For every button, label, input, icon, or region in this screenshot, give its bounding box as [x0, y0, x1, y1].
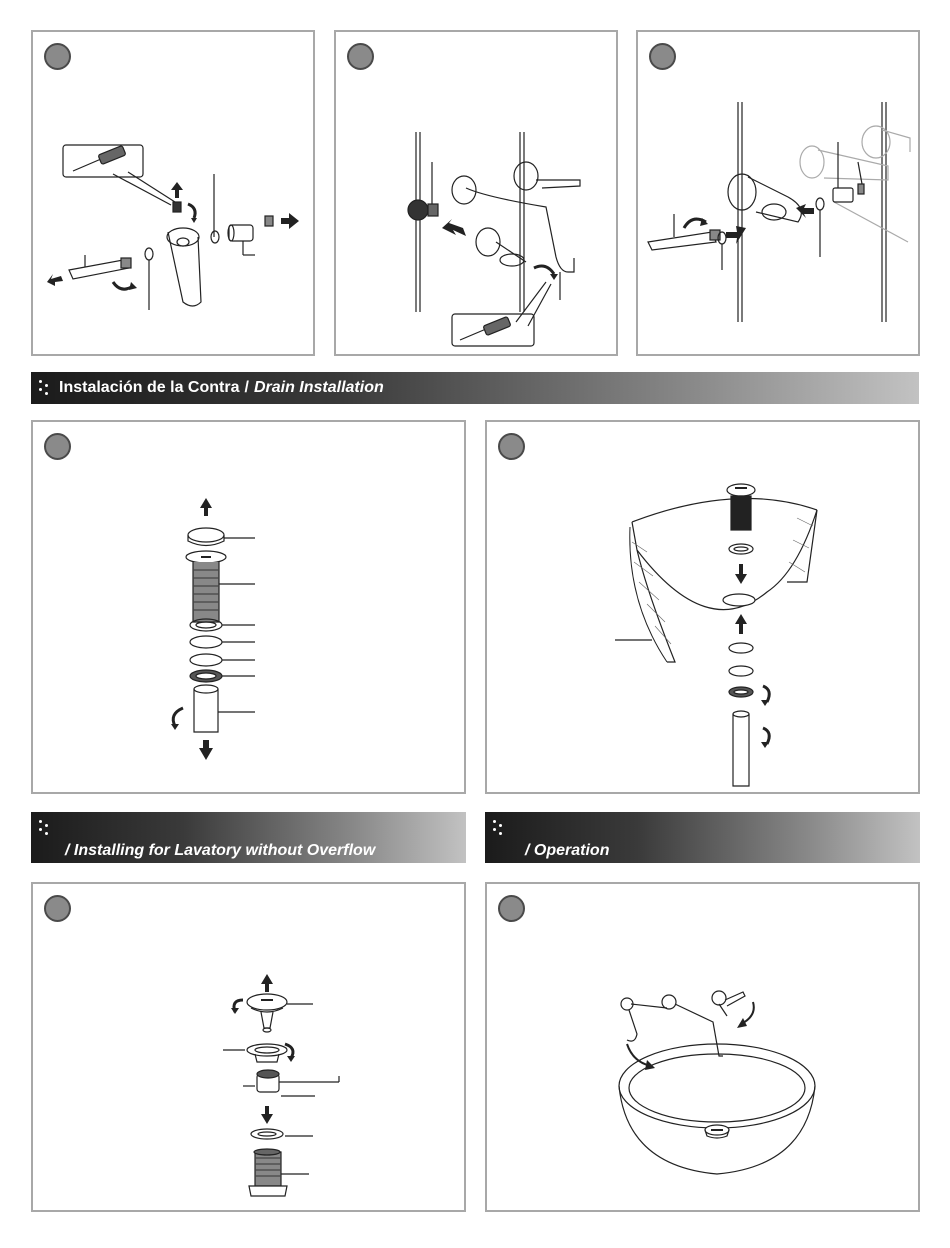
- arrow-left-icon: [47, 274, 63, 286]
- step-panel-6: [31, 882, 466, 1212]
- arrow-down-icon: [735, 564, 747, 584]
- sink-drain-illustration: [487, 422, 918, 792]
- arrow-up-icon: [200, 498, 212, 516]
- section-banner-operation: [485, 812, 920, 863]
- rotate-arrow-icon: [534, 266, 558, 280]
- step-panel-3: [636, 30, 920, 356]
- arrow-icon: [442, 219, 466, 236]
- section-banner-drain-installation: [31, 372, 919, 404]
- step-panel-4: [31, 420, 466, 794]
- section-title: / Operation: [525, 842, 610, 859]
- arrow-up-icon: [735, 614, 747, 634]
- rotate-arrow-icon: [761, 686, 769, 706]
- drain-exploded-illustration: [33, 422, 464, 792]
- rotate-arrow-icon: [285, 1044, 295, 1062]
- bullet-dots-icon: [37, 378, 51, 398]
- step-panel-1: [31, 30, 315, 356]
- no-overflow-drain-illustration: [33, 884, 464, 1210]
- handle-removal-illustration: [33, 32, 313, 354]
- handle-assembly-illustration: [638, 32, 918, 354]
- rotate-arrow-icon: [171, 708, 183, 730]
- rotate-arrow-icon: [684, 218, 708, 228]
- step-panel-7: [485, 882, 920, 1212]
- rotate-arrow-icon: [231, 1000, 243, 1014]
- step-panel-5: [485, 420, 920, 794]
- bullet-dots-icon: [37, 818, 51, 838]
- faucet-operation-illustration: [487, 884, 918, 1210]
- step-panel-2: [334, 30, 618, 356]
- arrow-right-icon: [726, 226, 746, 244]
- section-banner-without-overflow: [31, 812, 466, 863]
- arrow-down-icon: [199, 740, 213, 760]
- rotate-arrow-icon: [129, 282, 137, 290]
- rotate-arrow-icon: [761, 728, 769, 748]
- rotate-arrow-icon: [737, 1002, 754, 1028]
- section-title: Instalación de la Contra / Drain Installation: [59, 379, 384, 396]
- section-title: / Installing for Lavatory without Overflow: [65, 842, 376, 859]
- arrow-up-icon: [261, 974, 273, 992]
- arrow-up-icon: [171, 182, 183, 198]
- bullet-dots-icon: [491, 818, 505, 838]
- arrow-right-icon: [281, 213, 299, 229]
- valve-installation-illustration: [336, 32, 616, 354]
- arrow-down-icon: [261, 1106, 273, 1124]
